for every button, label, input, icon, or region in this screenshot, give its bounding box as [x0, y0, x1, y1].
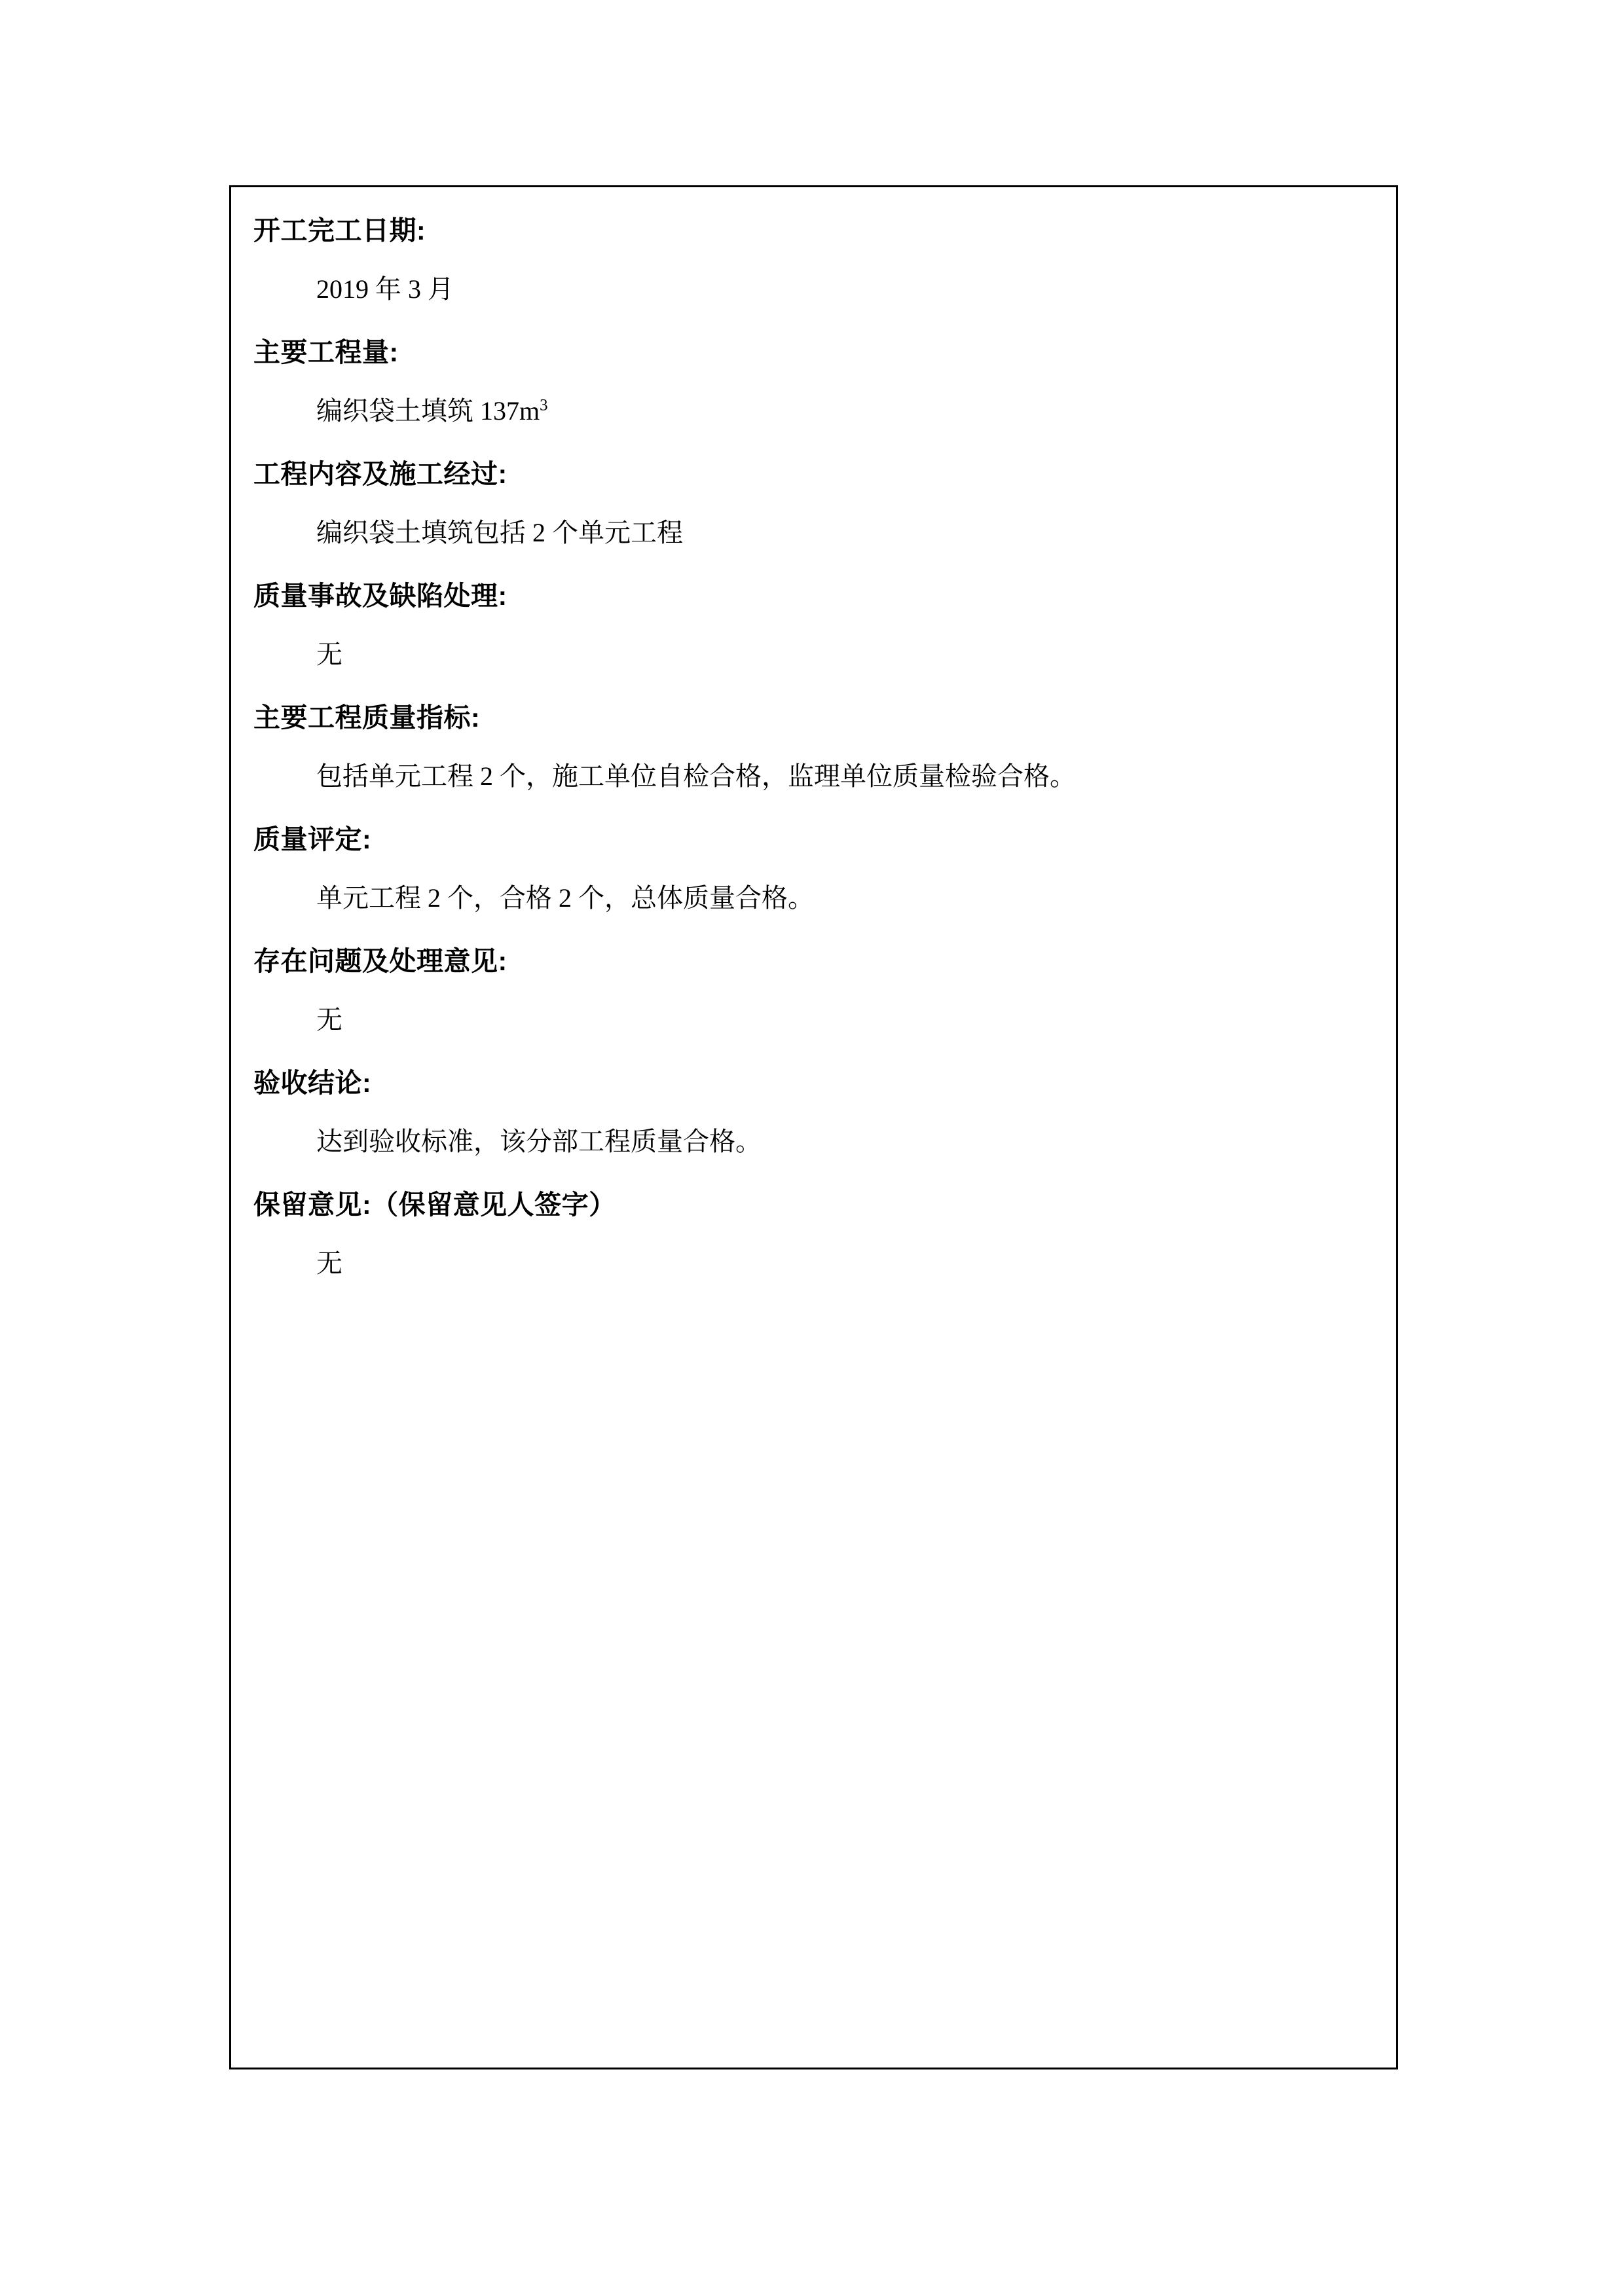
entry-reserved-opinion: [231, 1192, 1396, 1313]
field-value-main-quality-indicators: 包括单元工程 2 个，施工单位自检合格，监理单位质量检验合格。: [316, 761, 1076, 791]
entry-existing-problems: [231, 948, 1396, 1070]
field-label-acceptance-conclusion: 验收结论:: [253, 1068, 372, 1098]
entry-main-quantity: [231, 339, 1396, 461]
field-label-quality-incident-handling: 质量事故及缺陷处理:: [253, 581, 507, 611]
entry-acceptance-conclusion: [231, 1070, 1396, 1192]
field-value-start-finish-date: 2019 年 3 月: [316, 274, 454, 304]
entry-main-quality-indicators: [231, 704, 1396, 826]
entry-quality-assessment: [231, 826, 1396, 948]
field-label-start-finish-date: 开工完工日期:: [253, 215, 426, 246]
field-label-main-quantity: 主要工程量:: [253, 337, 399, 367]
field-value-main-quantity: [231, 398, 1396, 424]
field-value-existing-problems: 无: [316, 1005, 342, 1034]
field-value-main-quantity-text: 编织袋土填筑 137m: [316, 396, 540, 426]
field-label-existing-problems: 存在问题及处理意见:: [253, 946, 507, 976]
field-label-reserved-opinion: 保留意见:（保留意见人签字）: [253, 1190, 616, 1220]
entry-quality-incident-handling: [231, 583, 1396, 704]
form-table: [229, 185, 1398, 2069]
field-value-quality-incident-handling: 无: [316, 640, 342, 669]
field-label-main-quality-indicators: 主要工程质量指标:: [253, 702, 481, 733]
entry-content-and-process: [231, 461, 1396, 583]
field-value-reserved-opinion: 无: [316, 1248, 342, 1278]
field-value-content-and-process: 编织袋土填筑包括 2 个单元工程: [316, 518, 683, 547]
entry-start-finish-date: [231, 217, 1396, 339]
field-value-main-quantity-exponent: 3: [540, 396, 548, 414]
field-value-acceptance-conclusion: 达到验收标准，该分部工程质量合格。: [316, 1127, 762, 1156]
field-label-quality-assessment: 质量评定:: [253, 824, 372, 854]
field-value-quality-assessment: 单元工程 2 个，合格 2 个，总体质量合格。: [316, 883, 814, 913]
field-label-content-and-process: 工程内容及施工经过:: [253, 459, 507, 489]
